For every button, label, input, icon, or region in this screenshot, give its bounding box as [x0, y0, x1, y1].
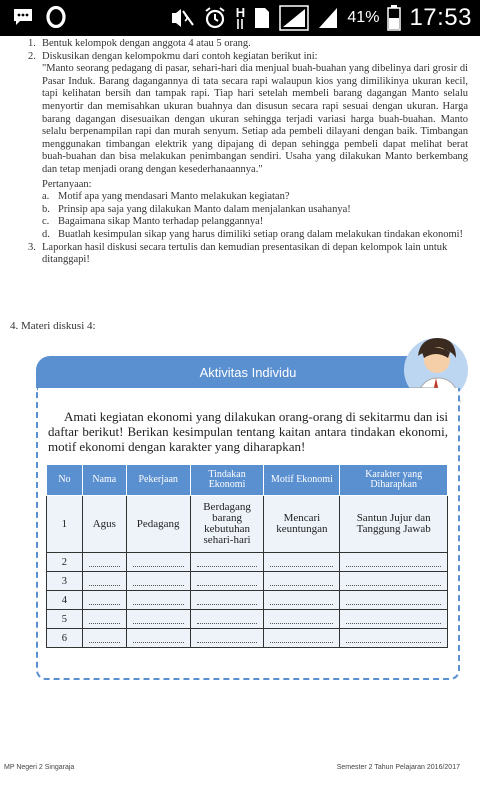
- question-c: c. Bagaimana sikap Manto terhadap pelanggannya!: [42, 216, 264, 228]
- activity-title: Aktivitas Individu: [36, 356, 460, 388]
- battery-icon: [387, 5, 401, 31]
- header-nama: Nama: [82, 465, 126, 496]
- instruction-item-1: 1. Bentuk kelompok dengan anggota 4 atau 5 orang.: [28, 38, 251, 49]
- sim-icon: [253, 6, 271, 30]
- questions-list: [42, 191, 468, 241]
- instruction-item-2: 2. Diskusikan dengan kelompokmu dari contoh kegiatan berikut ini:: [28, 50, 318, 62]
- table-row: 3: [47, 572, 448, 591]
- table-row: 2: [47, 553, 448, 572]
- header-pekerjaan: Pekerjaan: [126, 465, 190, 496]
- network-type-icon: [235, 7, 245, 29]
- question-a: a. Motif apa yang mendasari Manto melakukan kegiatan?: [42, 191, 290, 203]
- header-karakter: Karakter yang Diharapkan: [340, 465, 448, 496]
- activity-body: [36, 388, 460, 680]
- table-row: 4: [47, 591, 448, 610]
- activity-instruction: Amati kegiatan ekonomi yang dilakukan orang-orang di sekitarmu dan isi daftar berikut! Berikan kesimpulan tentang kaitan antara tindakan ekonomi, motif ekonomi dengan karakter yang diharapkan!: [48, 409, 448, 454]
- chat-notification-icon[interactable]: [12, 7, 34, 27]
- activity-panel: [36, 356, 460, 682]
- question-d: d. Buatlah kesimpulan sikap yang harus dimiliki setiap orang dalam melakukan tindakan ekonomi!: [42, 228, 464, 240]
- case-story: "Manto seorang pedagang di pasar, sehari-hari dia menjual buah-buahan yang dibelinya dari grosir di Pasar Induk. Barang dagangannya di tata secara rapi walaupun kios yang dimilikinya ukuran kecil, tapi kelihatan bersih dan tampak rapi. Tiap hari setelah membeli barang dagangan Manto selalu menyortir dan memisahkan ukuran buahnya dan disusun secara rapi sesuai dengan ukuran. Harga barang dagangan disesuaikan dengan ukuran sehingga terjadi variasi harga buah-buahan. Manto selalu berpenampilan rapi dan murah senyum. Setiap ada pembeli dilayani dengan baik. Timbangan menggunakan timbangan elektrik yang dipajang di depan sehingga pembeli dapat melihat berat buah-buahan dan bisa melakukan penimbangan sendiri. Usaha yang dilakukan Manto berkembang dan tetap menjadi orang dengan kesederhanaannya.": [42, 63, 468, 175]
- table-row: 5: [47, 610, 448, 629]
- signal-strength-icon-2: [317, 6, 339, 30]
- section-4-heading: 4. Materi diskusi 4:: [10, 320, 96, 332]
- table-row: 6: [47, 629, 448, 648]
- questions-title: Pertanyaan:: [42, 178, 92, 190]
- footer-school: MP Negeri 2 Singaraja: [4, 764, 75, 771]
- header-no: No: [47, 465, 83, 496]
- battery-percent: 41%: [347, 9, 380, 26]
- discussion-instructions: [28, 38, 468, 267]
- question-b: b. Prinsip apa saja yang dilakukan Manto dalam menjalankan usahanya!: [42, 203, 351, 215]
- document-page[interactable]: [0, 36, 480, 800]
- signal-strength-icon-1: [279, 5, 309, 31]
- footer-semester: Semester 2 Tahun Pelajaran 2016/2017: [336, 764, 460, 771]
- header-tindakan-ekonomi: Tindakan Ekonomi: [190, 465, 264, 496]
- nfc-mute-icon: [169, 7, 195, 29]
- network-type-label: H: [235, 5, 246, 20]
- alarm-icon: [203, 6, 227, 30]
- instruction-item-3: 3. Laporkan hasil diskusi secara tertulis dan kemudian presentasikan di depan kelompok lain untuk ditanggapi!: [28, 241, 448, 266]
- clock: 17:53: [409, 4, 472, 31]
- economic-activity-table: [46, 464, 448, 648]
- table-row: 1 Agus Pedagang Berdagang barang kebutuhan sehari-hari Mencari keuntungan Santun Jujur dan Tanggung Jawab: [47, 496, 448, 553]
- status-bar: [0, 0, 480, 36]
- header-motif-ekonomi: Motif Ekonomi: [264, 465, 340, 496]
- opera-icon[interactable]: [46, 6, 66, 28]
- table-header-row: [47, 465, 448, 496]
